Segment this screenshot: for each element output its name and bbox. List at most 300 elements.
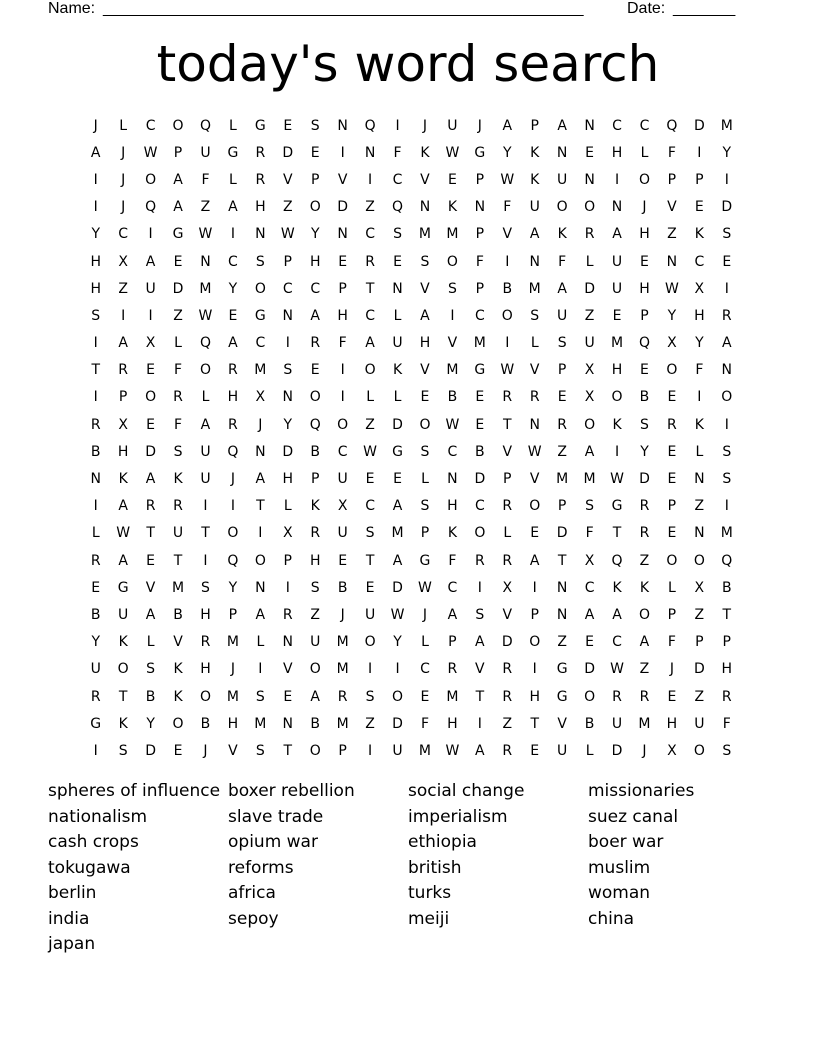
grid-letter: E — [310, 362, 320, 379]
grid-letter: N — [694, 471, 705, 488]
grid-letter: M — [610, 335, 624, 352]
word-column — [48, 779, 228, 958]
grid-letter: L — [174, 335, 182, 352]
grid-letter: A — [173, 199, 183, 216]
grid-letter: B — [721, 579, 732, 596]
grid-letter: X — [584, 362, 595, 379]
grid-letter: I — [505, 253, 510, 270]
grid-letter: G — [474, 362, 486, 379]
grid-letter: C — [118, 226, 129, 243]
grid-letter: F — [475, 253, 484, 270]
grid-letter: L — [585, 742, 594, 759]
grid-letter: Y — [228, 579, 238, 596]
date-blank-line: _______ — [673, 0, 736, 17]
search-word: berlin — [48, 883, 97, 903]
grid-letter: E — [393, 253, 402, 270]
grid-letter: W — [445, 416, 460, 433]
grid-letter: E — [694, 199, 704, 216]
grid-letter: N — [447, 471, 458, 488]
search-word: missionaries — [588, 781, 695, 801]
grid-letter: H — [639, 226, 650, 243]
grid-letter: E — [365, 579, 375, 596]
grid-letter: T — [475, 688, 485, 705]
grid-letter: Z — [502, 715, 513, 732]
grid-letter: A — [612, 606, 622, 623]
grid-letter: L — [585, 253, 594, 270]
grid-letter: R — [639, 498, 650, 515]
grid-letter: S — [255, 688, 265, 705]
grid-letter: I — [230, 226, 235, 243]
grid-letter: I — [395, 117, 400, 134]
grid-letter: L — [393, 307, 402, 324]
grid-letter: S — [201, 579, 210, 596]
grid-letter: V — [502, 606, 513, 623]
grid-letter: A — [90, 144, 101, 161]
grid-letter: R — [310, 335, 321, 352]
grid-letter: P — [503, 471, 512, 488]
grid-letter: D — [145, 443, 156, 460]
grid-letter: A — [392, 498, 403, 515]
grid-letter: E — [146, 416, 156, 433]
grid-letter: X — [694, 280, 705, 297]
search-word: boer war — [588, 832, 664, 852]
grid-letter: R — [145, 498, 156, 515]
grid-letter: Q — [199, 335, 211, 352]
grid-letter: A — [145, 471, 156, 488]
grid-letter: N — [474, 199, 486, 216]
grid-letter: K — [694, 226, 704, 243]
grid-letter: Z — [200, 199, 211, 216]
grid-letter: Q — [392, 199, 404, 216]
grid-letter: F — [503, 199, 512, 216]
grid-letter: K — [694, 416, 704, 433]
grid-letter: E — [667, 471, 677, 488]
grid-letter: E — [173, 742, 183, 759]
grid-letter: R — [200, 634, 211, 651]
grid-letter: U — [200, 443, 211, 460]
grid-letter: X — [584, 552, 595, 569]
grid-letter: G — [392, 443, 403, 460]
grid-letter: E — [667, 525, 677, 542]
grid-letter: I — [340, 144, 345, 161]
grid-letter: O — [117, 661, 129, 678]
grid-letter: F — [174, 362, 183, 379]
grid-letter: G — [172, 226, 184, 243]
grid-letter: K — [173, 471, 183, 488]
grid-letter: L — [530, 335, 539, 352]
grid-letter: T — [146, 525, 155, 542]
grid-letter: H — [309, 253, 321, 270]
grid-letter: R — [612, 688, 622, 705]
grid-letter: J — [340, 606, 345, 623]
grid-letter: O — [172, 715, 184, 732]
grid-letter: N — [282, 389, 294, 406]
grid-letter: T — [503, 416, 512, 433]
grid-letter: I — [724, 171, 729, 188]
grid-letter: D — [693, 661, 705, 678]
grid-letter: A — [584, 606, 595, 623]
grid-letter: S — [118, 742, 128, 759]
grid-letter: H — [282, 471, 294, 488]
grid-letter: J — [258, 416, 263, 433]
grid-letter: V — [502, 226, 513, 243]
grid-letter: I — [368, 661, 373, 678]
grid-letter: A — [228, 199, 238, 216]
grid-letter: T — [118, 688, 128, 705]
grid-letter: E — [283, 688, 293, 705]
grid-letter: D — [721, 199, 733, 216]
grid-letter: U — [90, 661, 101, 678]
grid-letter: R — [447, 661, 458, 678]
grid-letter: Z — [118, 280, 128, 297]
grid-letter: A — [502, 117, 513, 134]
grid-letter: R — [173, 498, 183, 515]
grid-letter: N — [255, 579, 266, 596]
grid-letter: C — [145, 117, 156, 134]
grid-letter: I — [697, 389, 702, 406]
grid-letter: M — [254, 715, 267, 732]
grid-letter: E — [640, 362, 649, 379]
grid-letter: E — [228, 307, 238, 324]
grid-letter: E — [283, 117, 293, 134]
grid-letter: H — [447, 715, 458, 732]
search-word: japan — [48, 934, 96, 954]
grid-letter: V — [420, 280, 430, 297]
grid-letter: A — [145, 606, 156, 623]
grid-letter: P — [118, 389, 128, 406]
grid-row — [82, 330, 742, 357]
grid-letter: X — [502, 579, 513, 596]
search-word: opium war — [228, 832, 318, 852]
grid-letter: I — [121, 307, 126, 324]
grid-letter: Z — [557, 634, 567, 651]
grid-letter: C — [447, 443, 458, 460]
grid-letter: R — [502, 498, 513, 515]
grid-letter: V — [337, 171, 348, 188]
grid-letter: S — [255, 253, 265, 270]
grid-letter: V — [667, 199, 677, 216]
search-word: boxer rebellion — [228, 781, 355, 801]
grid-letter: U — [337, 525, 348, 542]
grid-letter: H — [200, 606, 211, 623]
grid-letter: Y — [667, 307, 677, 324]
grid-letter: O — [584, 416, 596, 433]
grid-row — [82, 520, 742, 547]
grid-letter: O — [501, 307, 513, 324]
grid-letter: L — [229, 171, 237, 188]
grid-letter: U — [145, 280, 156, 297]
grid-letter: U — [557, 742, 568, 759]
grid-letter: Y — [503, 144, 512, 161]
grid-letter: Z — [639, 552, 650, 569]
grid-letter: L — [283, 498, 292, 515]
grid-letter: D — [584, 661, 595, 678]
grid-letter: S — [640, 416, 649, 433]
grid-letter: A — [447, 606, 458, 623]
grid-letter: D — [611, 742, 623, 759]
grid-letter: H — [227, 389, 239, 406]
grid-letter: O — [145, 389, 157, 406]
grid-letter: I — [724, 416, 729, 433]
grid-row — [82, 601, 742, 628]
grid-letter: C — [228, 253, 238, 270]
grid-letter: N — [255, 443, 266, 460]
grid-letter: O — [199, 688, 211, 705]
grid-letter: E — [393, 471, 402, 488]
grid-letter: L — [256, 634, 265, 651]
grid-letter: Y — [283, 416, 293, 433]
grid-letter: I — [93, 389, 98, 406]
page-title: today's word search — [156, 35, 660, 93]
grid-letter: S — [91, 307, 101, 324]
grid-letter: R — [228, 362, 238, 379]
grid-letter: K — [612, 579, 622, 596]
grid-letter: R — [228, 416, 238, 433]
grid-letter: R — [557, 416, 568, 433]
grid-letter: I — [230, 498, 235, 515]
worksheet-header — [0, 0, 816, 20]
grid-letter: I — [285, 579, 290, 596]
grid-letter: A — [173, 171, 183, 188]
grid-letter: U — [447, 117, 458, 134]
grid-letter: J — [203, 742, 208, 759]
grid-letter: S — [255, 742, 265, 759]
grid-letter: E — [146, 362, 156, 379]
grid-letter: K — [557, 226, 567, 243]
grid-letter: O — [419, 416, 431, 433]
word-column — [588, 779, 768, 932]
grid-row — [82, 547, 742, 574]
grid-letter: H — [227, 715, 239, 732]
grid-letter: V — [557, 715, 567, 732]
grid-letter: U — [118, 606, 129, 623]
grid-letter: E — [475, 389, 485, 406]
grid-letter: I — [614, 171, 620, 188]
grid-letter: C — [639, 117, 650, 134]
grid-letter: I — [258, 525, 263, 542]
grid-letter: E — [420, 688, 430, 705]
name-blank-line: ______________________________________________________ — [103, 0, 584, 17]
grid-letter: S — [310, 579, 320, 596]
grid-letter: Q — [199, 117, 211, 134]
grid-letter: Z — [365, 199, 375, 216]
grid-letter: G — [474, 144, 486, 161]
grid-letter: H — [666, 715, 678, 732]
search-word: meiji — [408, 908, 450, 929]
grid-letter: C — [474, 307, 485, 324]
grid-letter: O — [611, 389, 623, 406]
grid-letter: I — [340, 362, 345, 379]
grid-letter: P — [310, 471, 320, 488]
grid-letter: O — [666, 552, 678, 569]
grid-letter: R — [721, 307, 732, 324]
grid-letter: J — [121, 171, 126, 188]
grid-letter: P — [173, 144, 183, 161]
grid-letter: M — [720, 525, 733, 542]
grid-letter: I — [450, 307, 455, 324]
grid-letter: V — [228, 742, 238, 759]
grid-letter: Q — [227, 552, 239, 569]
grid-letter: P — [283, 253, 292, 270]
grid-letter: S — [722, 226, 732, 243]
grid-letter: G — [117, 579, 129, 596]
grid-letter: L — [503, 525, 512, 542]
grid-letter: E — [640, 253, 649, 270]
grid-letter: E — [173, 253, 183, 270]
grid-letter: J — [642, 199, 647, 216]
grid-letter: N — [282, 634, 294, 651]
grid-letter: P — [557, 362, 567, 379]
grid-letter: P — [338, 742, 347, 759]
grid-letter: G — [556, 661, 568, 678]
grid-letter: K — [612, 416, 622, 433]
grid-letter: A — [392, 552, 403, 569]
grid-letter: Y — [91, 634, 100, 651]
grid-letter: N — [584, 171, 595, 188]
grid-letter: C — [365, 498, 375, 515]
grid-row — [82, 112, 742, 139]
grid-letter: D — [282, 443, 294, 460]
grid-letter: S — [557, 335, 567, 352]
grid-letter: M — [391, 525, 404, 542]
grid-letter: B — [145, 688, 156, 705]
grid-letter: M — [720, 117, 733, 134]
grid-row — [82, 493, 742, 520]
grid-letter: I — [532, 661, 537, 678]
grid-letter: P — [695, 171, 704, 188]
grid-letter: U — [529, 199, 540, 216]
grid-letter: R — [584, 226, 595, 243]
grid-letter: E — [667, 688, 677, 705]
grid-letter: K — [639, 579, 650, 596]
grid-letter: E — [146, 552, 156, 569]
grid-letter: M — [638, 715, 651, 732]
grid-letter: P — [475, 171, 485, 188]
grid-letter: D — [556, 525, 568, 542]
grid-letter: M — [446, 688, 459, 705]
grid-letter: E — [557, 389, 567, 406]
grid-letter: W — [445, 144, 460, 161]
grid-letter: A — [310, 307, 320, 324]
grid-letter: O — [309, 389, 321, 406]
grid-letter: I — [724, 498, 729, 515]
search-word: sepoy — [228, 908, 279, 929]
grid-letter: H — [611, 362, 623, 379]
grid-letter: O — [529, 634, 541, 651]
grid-letter: Z — [365, 416, 375, 433]
grid-letter: U — [200, 471, 211, 488]
grid-letter: P — [640, 307, 649, 324]
grid-letter: Q — [227, 443, 239, 460]
grid-letter: W — [390, 606, 405, 623]
grid-letter: Y — [310, 226, 320, 243]
grid-letter: G — [254, 307, 266, 324]
grid-letter: V — [420, 171, 430, 188]
grid-letter: R — [502, 688, 513, 705]
grid-letter: Z — [694, 688, 705, 705]
search-word: nationalism — [48, 806, 148, 827]
grid-letter: N — [282, 715, 294, 732]
grid-letter: W — [116, 525, 131, 542]
grid-letter: D — [584, 280, 595, 297]
grid-letter: U — [694, 715, 705, 732]
grid-letter: Z — [557, 443, 567, 460]
grid-letter: Q — [309, 416, 321, 433]
search-word: social change — [408, 781, 525, 801]
grid-letter: P — [310, 171, 320, 188]
grid-row — [82, 574, 742, 601]
grid-letter: A — [310, 688, 320, 705]
grid-letter: G — [227, 144, 239, 161]
grid-letter: Z — [173, 307, 183, 324]
grid-letter: V — [529, 362, 540, 379]
grid-letter: S — [585, 498, 595, 515]
grid-letter: V — [145, 579, 156, 596]
grid-letter: B — [584, 715, 595, 732]
grid-letter: P — [722, 634, 731, 651]
grid-letter: R — [502, 389, 513, 406]
grid-letter: H — [694, 307, 705, 324]
grid-letter: A — [118, 552, 128, 569]
grid-letter: E — [612, 307, 622, 324]
grid-letter: I — [285, 335, 290, 352]
grid-letter: V — [420, 362, 430, 379]
grid-letter: K — [118, 634, 128, 651]
grid-letter: I — [93, 335, 98, 352]
grid-letter: S — [475, 606, 485, 623]
grid-row — [82, 656, 742, 683]
grid-letter: A — [145, 253, 156, 270]
grid-letter: I — [697, 144, 702, 161]
grid-letter: K — [392, 362, 403, 379]
grid-letter: C — [310, 280, 321, 297]
grid-letter: O — [693, 742, 705, 759]
grid-letter: F — [585, 525, 594, 542]
grid-letter: X — [282, 525, 293, 542]
search-word: reforms — [228, 857, 294, 878]
grid-letter: G — [611, 498, 623, 515]
grid-letter: O — [474, 525, 486, 542]
grid-letter: Y — [722, 144, 732, 161]
grid-letter: B — [502, 280, 513, 297]
grid-letter: I — [93, 742, 98, 759]
grid-letter: M — [583, 471, 596, 488]
grid-letter: T — [256, 498, 265, 515]
grid-letter: D — [639, 471, 650, 488]
grid-letter: O — [584, 688, 596, 705]
grid-letter: A — [557, 280, 567, 297]
grid-letter: A — [557, 117, 567, 134]
grid-letter: U — [611, 715, 623, 732]
grid-letter: B — [639, 389, 650, 406]
grid-letter: F — [201, 171, 210, 188]
grid-letter: H — [611, 144, 623, 161]
grid-letter: P — [420, 525, 430, 542]
grid-letter: K — [447, 199, 457, 216]
grid-letter: R — [173, 389, 183, 406]
grid-letter: O — [556, 199, 568, 216]
grid-letter: R — [529, 389, 540, 406]
grid-letter: U — [584, 335, 595, 352]
grid-letter: P — [228, 606, 238, 623]
grid-letter: Q — [666, 117, 678, 134]
grid-letter: Y — [695, 335, 704, 352]
search-word: turks — [408, 883, 452, 903]
grid-letter: C — [255, 335, 266, 352]
grid-row — [82, 275, 742, 302]
grid-letter: R — [667, 416, 677, 433]
grid-letter: T — [612, 525, 622, 542]
